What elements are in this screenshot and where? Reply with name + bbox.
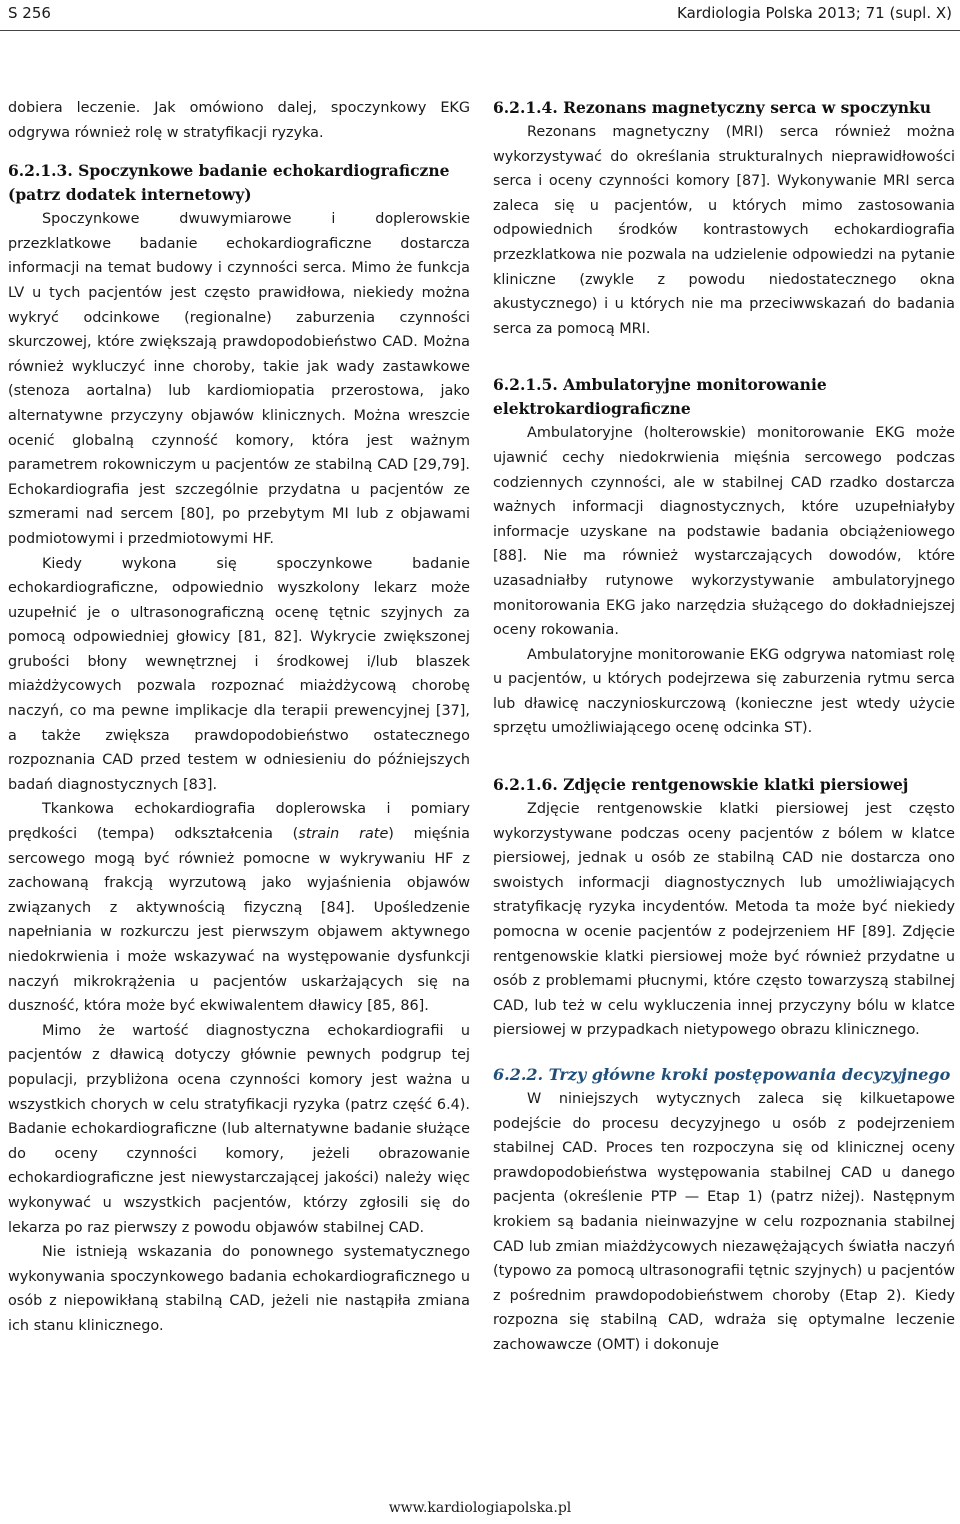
paragraph: Ambulatoryjne (holterowskie) monitorowanie EKG może ujawnić cechy niedokrwienia mięśnia sercowego podczas codziennych czynności, ale w stabilnej CAD rzadko dostarcza ważnych informacji diagnostycznych, które uzupełniałyby informacje uzyskane na podstawie badania obciążeniowego [88]. Nie ma również wystarczających dowodów, które uzasadniałby rutynowe wykorzystywanie ambulatoryjnego monitorowania EKG jako narzędzia służącego do dokładniejszej oceny rokowania. <box>493 425 955 639</box>
spacer <box>493 741 955 759</box>
page-number: S 256 <box>8 4 51 22</box>
header-rule <box>0 30 960 31</box>
paragraph: Zdjęcie rentgenowskie klatki piersiowej jest często wykorzystywane podczas oceny pacjentów z bólem w klatce piersiowej, jednak u osób ze stabilną CAD nie dostarcza ono swoistych informacji diagnostycznych lub umożliwiających stratyfikację ryzyka incydentów. Metoda ta może być niekiedy pomocna w ocenie pacjentów z podejrzeniem HF [89]. Zdjęcie rentgenowskie klatki piersiowej może być również przydatne u osób z problemami płucnymi, które często towarzyszą stabilnej CAD, lub też w celu wykluczenia innej przyczyny bólu w klatce piersiowej w przypadkach nietypowego obrazu klinicznego. <box>493 801 955 1039</box>
paragraph: Mimo że wartość diagnostyczna echokardiografii u pacjentów z dławicą dotyczy głównie pewnych podgrup tej populacji, przybliżona ocena czynności komory jest ważna u wszystkich chorych w celu stratyfikacji ryzyka (patrz część 6.4). Badanie echokardiograficzne (lub alternatywne badanie służące do oceny czynności komory, jeżeli obrazowanie echokardiograficzne jest niewystarczającej jakości) należy więc wykonywać u wszystkich pacjentów, którzy zgłosili się do lekarza po raz pierwszy z powodu objawów stabilnej CAD. <box>8 1022 470 1236</box>
paragraph: Ambulatoryjne monitorowanie EKG odgrywa natomiast rolę u pacjentów, u których podejrzewa się zaburzenia rytmu serca lub dławicę naczynioskurczową (konieczne jest wtedy użycie sprzętu umożliwiającego ocenę odcinka ST). <box>493 646 955 737</box>
heading-6-2-1-3: 6.2.1.3. Spoczynkowe badanie echokardiograficzne (patrz dodatek internetowy) <box>8 161 450 205</box>
paragraph: Kiedy wykona się spoczynkowe badanie echokardiograficzne, odpowiednio wyszkolony lekarz może uzupełnić je o ultrasonograficzną ocenę tętnic szyjnych za pomocą odpowiedniej głowicy [81, 82]. Wykrycie zwiększonej grubości błony wewnętrznej i środkowej i/lub blaszek miażdżycowych pozwala rozpoznać miażdżycową chorobę naczyń, co ma pewne implikacje dla terapii prewencyjnej [37], a także zwiększa prawdopodobieństwo ostatecznego rozpoznania CAD przed testem w odniesieniu do późniejszych badań diagnostycznych [83]. <box>8 555 470 793</box>
heading-6-2-1-4: 6.2.1.4. Rezonans magnetyczny serca w spoczynku <box>493 98 931 117</box>
text-run: ) mięśnia sercowego mogą być również pomocne w wykrywaniu HF z zachowaną frakcją wyrzutową jako wyjaśnienia objawów związanych z aktywnością fizyczną [84]. Upośledzenie napełniania w rozkurczu jest pierwszym objawem aktywnego niedokrwienia i może wskazywać na występowanie dysfunkcji naczyń mikrokrążenia u pacjentów uskarżających się na duszność, która może być ekwiwalentem dławicy [85, 86]. <box>8 826 470 1015</box>
paragraph: Spoczynkowe dwuwymiarowe i doplerowskie przezklatkowe badanie echokardiograficzne dostarcza informacji na temat budowy i czynności serca. Mimo że funkcja LV u tych pacjentów jest często prawidłowa, niekiedy można wykryć odcinkowe (regionalne) zaburzenia czynności skurczowej, które zwiększają prawdopodobieństwo CAD. Można również wykluczyć inne choroby, takie jak wady zastawkowe (stenoza aortalna) lub kardiomiopatia przerostowa, jako alternatywne przyczyny objawów klinicznych. Można wreszcie ocenić globalną czynność komory, która jest ważnym parametrem rokowniczym u pacjentów ze stabilną CAD [29,79]. Echokardiografia jest szczególnie przydatna u pacjentów ze szmerami nad sercem [80], po przebytym MI lub z objawami podmiotowymi i przedmiotowymi HF. <box>8 211 470 547</box>
heading-6-2-1-5: 6.2.1.5. Ambulatoryjne monitorowanie elektrokardiograficzne <box>493 375 827 419</box>
heading-6-2-2: 6.2.2. Trzy główne kroki postępowania decyzyjnego <box>493 1065 951 1084</box>
journal-citation: Kardiologia Polska 2013; 71 (supl. X) <box>677 4 952 22</box>
heading-6-2-1-6: 6.2.1.6. Zdjęcie rentgenowskie klatki piersiowej <box>493 775 909 795</box>
paragraph <box>8 797 470 1018</box>
page-header <box>0 0 960 42</box>
paragraph: Rezonans magnetyczny (MRI) serca również można wykorzystywać do określania strukturalnych nieprawidłowości serca i oceny czynności komory [87]. Wykonywanie MRI serca zaleca się u pacjentów, u których mimo zastosowania odpowiednich środków kontrastowych echokardiografia przezklatkowa nie pozwala na udzielenie odpowiedzi na pytanie kliniczne (zwykle z powodu niedostatecznego okna akustycznego) i u których nie ma przeciwwskazań do badania serca za pomocą MRI. <box>493 124 955 337</box>
emphasis-strain-rate: strain rate <box>298 826 389 843</box>
footer-url: www.kardiologiapolska.pl <box>388 1500 572 1516</box>
right-column <box>493 96 955 1358</box>
paragraph: W niniejszych wytycznych zaleca się kilkuetapowe podejście do procesu decyzyjnego u osób z podejrzeniem stabilnej CAD. Proces ten rozpoczyna się od klinicznej oceny prawdopodobieństwa występowania stabilnej CAD u danego pacjenta (określenie PTP — Etap 1) (patrz niżej). Następnym krokiem są badania nieinwazyjne w celu rozpoznania stabilnej CAD lub zmian miażdżycowych niezawężających światła naczyń (typowo za pomocą ultrasonografii tętnic szyjnych) u pacjentów z pośrednim prawdopodobieństwem choroby (Etap 2). Kiedy rozpozna się stabilną CAD, wdraża się optymalne leczenie zachowawcze (OMT) i dokonuje <box>493 1091 955 1353</box>
paragraph: Nie istnieją wskazania do ponownego systematycznego wykonywania spoczynkowego badania echokardiograficznego u osób z niepowikłaną stabilną CAD, jeżeli nie nastąpiła zmiana ich stanu klinicznego. <box>8 1244 470 1334</box>
paragraph-intro: dobiera leczenie. Jak omówiono dalej, spoczynkowy EKG odgrywa również rolę w stratyfikacji ryzyka. <box>8 100 470 141</box>
text-run: Tkankowa echokardiografia doplerowska i pomiary prędkości (tempa) odkształcenia ( <box>8 801 470 843</box>
left-column <box>8 96 470 1339</box>
spacer <box>493 341 955 359</box>
